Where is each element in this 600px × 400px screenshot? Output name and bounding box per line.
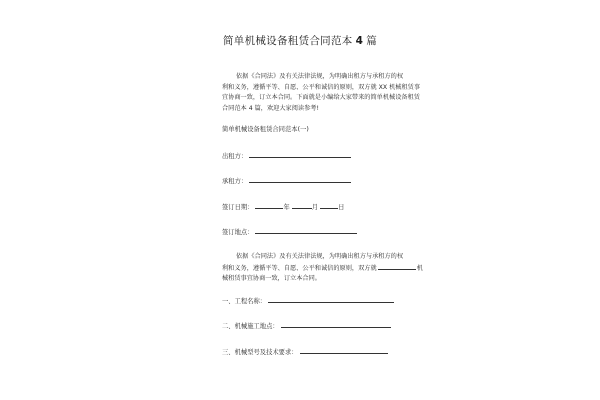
intro-line: 利和义务，遵循平等、自愿、公平和诚信的原则，双方就 XX 机械租赁事 <box>222 83 421 91</box>
body-line <box>222 263 423 275</box>
day-label: 日 <box>338 204 345 211</box>
project-name-label: 一、工程名称： <box>222 298 267 305</box>
lessor-field <box>222 151 351 160</box>
body-line: 依据《合同法》及有关法律法规，为明确出租方与承租方的权 <box>236 253 404 260</box>
sign-place-label: 签订地点： <box>222 229 254 236</box>
sign-place-blank[interactable] <box>255 227 357 234</box>
intro-paragraph <box>222 72 421 114</box>
title-number: 4 <box>355 35 364 47</box>
model-blank[interactable] <box>300 347 388 354</box>
project-name-field <box>222 296 394 305</box>
model-field <box>222 347 388 356</box>
body-paragraph <box>222 252 423 285</box>
body-line-text: 利和义务，遵循平等、自愿、公平和诚信的原则，双方就 <box>222 264 377 272</box>
sign-date-label: 签订日期： <box>222 204 254 211</box>
intro-line: 合同范本 4 篇，欢迎大家阅读参考! <box>222 104 319 112</box>
site-label: 二、机械施工地点： <box>222 323 279 330</box>
document-title <box>0 33 600 48</box>
lessor-label: 出租方： <box>222 153 248 160</box>
sign-day-blank[interactable] <box>320 202 338 209</box>
title-main: 简单机械设备租赁合同范本 <box>222 35 353 47</box>
site-blank[interactable] <box>281 321 391 328</box>
party-name-blank[interactable] <box>378 263 416 270</box>
intro-line: 依据《合同法》及有关法律法规，为明确出租方与承租方的权 <box>236 73 404 80</box>
year-label: 年 <box>283 204 290 211</box>
sign-year-blank[interactable] <box>255 202 283 209</box>
body-line: 械租赁事宜协商一致，订立本合同。 <box>222 275 321 282</box>
sign-month-blank[interactable] <box>292 202 312 209</box>
site-field <box>222 321 391 330</box>
lessee-label: 承租方： <box>222 178 248 185</box>
title-tail: 篇 <box>366 35 378 47</box>
month-label: 月 <box>311 204 319 211</box>
contract-heading: 简单机械设备租赁合同范本(一) <box>222 126 309 133</box>
model-label: 三、机械型号及技术要求： <box>222 349 298 356</box>
lessor-blank[interactable] <box>249 151 351 158</box>
sign-date-field <box>222 202 344 211</box>
intro-line: 宜协商一致，订立本合同。下面就是小编给大家带来的简单机械设备租赁 <box>222 94 420 101</box>
body-line-text: 机 <box>416 264 423 272</box>
project-name-blank[interactable] <box>268 296 394 303</box>
sign-place-field <box>222 227 357 236</box>
lessee-blank[interactable] <box>249 176 351 183</box>
lessee-field <box>222 176 351 185</box>
